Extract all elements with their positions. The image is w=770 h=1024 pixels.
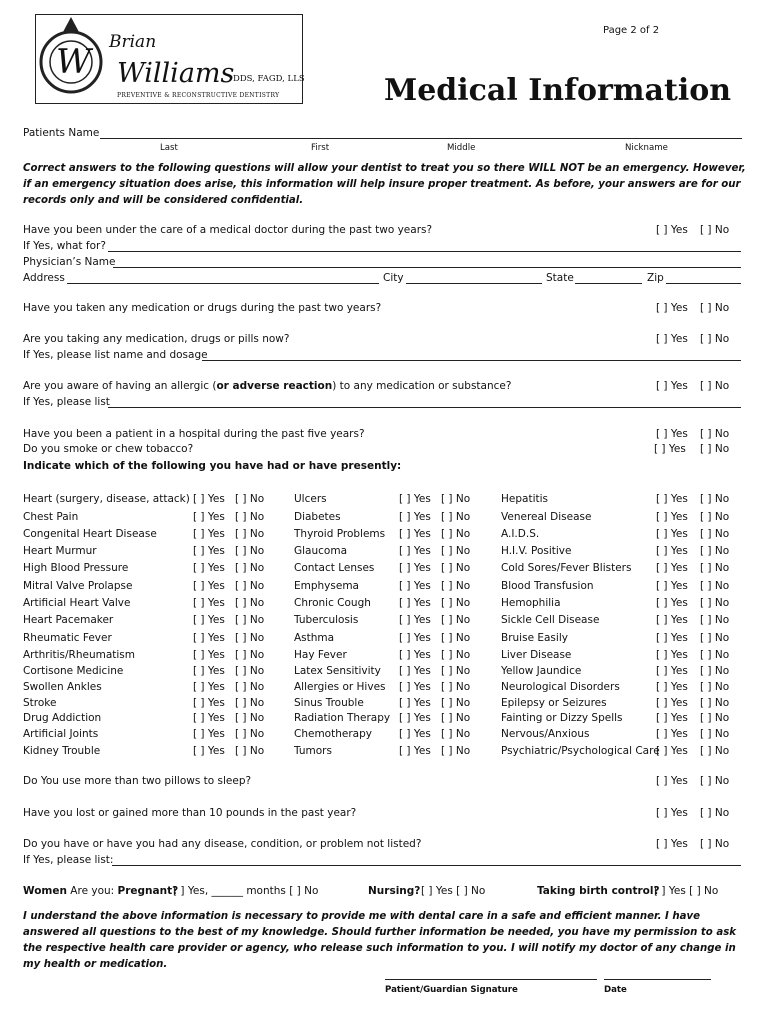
condition-label: Liver Disease bbox=[501, 649, 572, 661]
condition-label: Heart (surgery, disease, attack) bbox=[23, 493, 190, 505]
condition-no-checkbox[interactable]: [ ] No bbox=[700, 632, 730, 644]
q-hospital-no[interactable]: [ ] No bbox=[700, 428, 730, 440]
nursing-options[interactable]: [ ] Yes [ ] No bbox=[421, 885, 486, 897]
condition-yes-checkbox[interactable]: [ ] Yes bbox=[399, 580, 431, 592]
condition-yes-checkbox[interactable]: [ ] Yes bbox=[193, 614, 225, 626]
condition-label: Heart Murmur bbox=[23, 545, 97, 557]
condition-yes-checkbox[interactable]: [ ] Yes bbox=[193, 493, 225, 505]
condition-no-checkbox[interactable]: [ ] No bbox=[235, 493, 265, 505]
state-field[interactable] bbox=[575, 283, 642, 284]
condition-no-checkbox[interactable]: [ ] No bbox=[700, 545, 730, 557]
logo-name-first: Brian bbox=[109, 32, 157, 52]
condition-yes-checkbox[interactable]: [ ] Yes bbox=[656, 562, 688, 574]
condition-no-checkbox[interactable]: [ ] No bbox=[441, 632, 471, 644]
condition-no-checkbox[interactable]: [ ] No bbox=[441, 597, 471, 609]
condition-yes-checkbox[interactable]: [ ] Yes bbox=[656, 511, 688, 523]
address-field[interactable] bbox=[67, 283, 379, 284]
condition-yes-checkbox[interactable]: [ ] Yes bbox=[656, 712, 688, 724]
consent-paragraph: I understand the above information is necessary to provide me with dental care in a safe and efficient manner. I have answered all questions to the best of my knowledge. Should further information be needed, you have my permission to ask the respective health care provider or agency, who release such information to you. I will notify my doctor of any change in my health or medication. bbox=[23, 911, 737, 970]
condition-no-checkbox[interactable]: [ ] No bbox=[700, 597, 730, 609]
condition-yes-checkbox[interactable]: [ ] Yes bbox=[193, 545, 225, 557]
condition-yes-checkbox[interactable]: [ ] Yes bbox=[399, 728, 431, 740]
condition-no-checkbox[interactable]: [ ] No bbox=[441, 697, 471, 709]
condition-label: Rheumatic Fever bbox=[23, 632, 112, 644]
condition-label: A.I.D.S. bbox=[501, 528, 540, 540]
condition-yes-checkbox[interactable]: [ ] Yes bbox=[193, 681, 225, 693]
zip-field[interactable] bbox=[666, 283, 741, 284]
condition-label: Bruise Easily bbox=[501, 632, 568, 644]
condition-yes-checkbox[interactable]: [ ] Yes bbox=[656, 665, 688, 677]
condition-yes-checkbox[interactable]: [ ] Yes bbox=[399, 545, 431, 557]
name-sublabel-nickname: Nickname bbox=[625, 143, 668, 153]
page-number: Page 2 of 2 bbox=[603, 25, 660, 36]
intro-paragraph: Correct answers to the following questions will allow your dentist to treat you so there WILL NOT be an emergency. However, if an emergency situation does arise, this information will help insure proper treatment. As before, your answers are for our records only and will be considered confidential. bbox=[23, 163, 746, 206]
q-other-disease: Do you have or have you had any disease, condition, or problem not listed? bbox=[23, 838, 422, 850]
q-medical-care-yes[interactable]: [ ] Yes bbox=[656, 224, 688, 236]
condition-no-checkbox[interactable]: [ ] No bbox=[700, 712, 730, 724]
condition-label: Thyroid Problems bbox=[294, 528, 386, 540]
condition-no-checkbox[interactable]: [ ] No bbox=[441, 562, 471, 574]
condition-no-checkbox[interactable]: [ ] No bbox=[235, 545, 265, 557]
condition-no-checkbox[interactable]: [ ] No bbox=[441, 511, 471, 523]
condition-no-checkbox[interactable]: [ ] No bbox=[441, 528, 471, 540]
q-other-disease-no[interactable]: [ ] No bbox=[700, 838, 730, 850]
condition-label: Fainting or Dizzy Spells bbox=[501, 712, 623, 724]
name-sublabel-last: Last bbox=[160, 143, 178, 153]
condition-yes-checkbox[interactable]: [ ] Yes bbox=[399, 697, 431, 709]
q-medication-now-no[interactable]: [ ] No bbox=[700, 333, 730, 345]
condition-yes-checkbox[interactable]: [ ] Yes bbox=[656, 649, 688, 661]
q-medication-past-no[interactable]: [ ] No bbox=[700, 302, 730, 314]
women-areyou: Are you: bbox=[66, 885, 118, 897]
signature-field[interactable] bbox=[385, 979, 597, 980]
logo-tagline: PREVENTIVE & RECONSTRUCTIVE DENTISTRY bbox=[117, 92, 280, 99]
condition-yes-checkbox[interactable]: [ ] Yes bbox=[656, 745, 688, 757]
condition-yes-checkbox[interactable]: [ ] Yes bbox=[193, 580, 225, 592]
condition-yes-checkbox[interactable]: [ ] Yes bbox=[399, 511, 431, 523]
q-weight: Have you lost or gained more than 10 pounds in the past year? bbox=[23, 807, 357, 819]
logo-monogram: W bbox=[56, 42, 91, 82]
q-allergy-bold: or adverse reaction bbox=[216, 380, 333, 392]
condition-yes-checkbox[interactable]: [ ] Yes bbox=[656, 681, 688, 693]
condition-yes-checkbox[interactable]: [ ] Yes bbox=[399, 562, 431, 574]
condition-yes-checkbox[interactable]: [ ] Yes bbox=[399, 665, 431, 677]
pregnant-label: Pregnant? bbox=[117, 885, 179, 897]
pregnant-options[interactable]: [ ] Yes, ______ months [ ] No bbox=[173, 885, 319, 897]
condition-no-checkbox[interactable]: [ ] No bbox=[700, 665, 730, 677]
city-label: City bbox=[383, 272, 404, 284]
city-field[interactable] bbox=[406, 283, 542, 284]
condition-yes-checkbox[interactable]: [ ] Yes bbox=[656, 493, 688, 505]
condition-label: Stroke bbox=[23, 697, 57, 709]
condition-yes-checkbox[interactable]: [ ] Yes bbox=[656, 632, 688, 644]
condition-no-checkbox[interactable]: [ ] No bbox=[235, 665, 265, 677]
patient-name-label: Patients Name bbox=[23, 127, 100, 139]
condition-no-checkbox[interactable]: [ ] No bbox=[441, 665, 471, 677]
condition-yes-checkbox[interactable]: [ ] Yes bbox=[656, 580, 688, 592]
condition-yes-checkbox[interactable]: [ ] Yes bbox=[193, 511, 225, 523]
condition-label: Yellow Jaundice bbox=[501, 665, 582, 677]
condition-label: Tuberculosis bbox=[294, 614, 359, 626]
condition-label: High Blood Pressure bbox=[23, 562, 129, 574]
condition-label: Sickle Cell Disease bbox=[501, 614, 600, 626]
condition-label: Nervous/Anxious bbox=[501, 728, 590, 740]
condition-label: Chemotherapy bbox=[294, 728, 372, 740]
condition-yes-checkbox[interactable]: [ ] Yes bbox=[399, 632, 431, 644]
women-label: Women bbox=[23, 885, 67, 897]
condition-label: Contact Lenses bbox=[294, 562, 375, 574]
q-allergy-no[interactable]: [ ] No bbox=[700, 380, 730, 392]
condition-no-checkbox[interactable]: [ ] No bbox=[235, 562, 265, 574]
q-weight-yes[interactable]: [ ] Yes bbox=[656, 807, 688, 819]
condition-no-checkbox[interactable]: [ ] No bbox=[235, 511, 265, 523]
condition-label: Kidney Trouble bbox=[23, 745, 101, 757]
condition-no-checkbox[interactable]: [ ] No bbox=[235, 632, 265, 644]
condition-yes-checkbox[interactable]: [ ] Yes bbox=[399, 649, 431, 661]
condition-no-checkbox[interactable]: [ ] No bbox=[700, 562, 730, 574]
condition-no-checkbox[interactable]: [ ] No bbox=[441, 545, 471, 557]
condition-yes-checkbox[interactable]: [ ] Yes bbox=[193, 728, 225, 740]
address-label: Address bbox=[23, 272, 65, 284]
condition-label: Epilepsy or Seizures bbox=[501, 697, 607, 709]
q-medical-care-no[interactable]: [ ] No bbox=[700, 224, 730, 236]
condition-label: Psychiatric/Psychological Care bbox=[501, 745, 660, 757]
condition-no-checkbox[interactable]: [ ] No bbox=[700, 697, 730, 709]
allergy-list-field[interactable] bbox=[108, 407, 741, 408]
practice-logo bbox=[35, 14, 303, 104]
condition-no-checkbox[interactable]: [ ] No bbox=[700, 681, 730, 693]
condition-label: Ulcers bbox=[294, 493, 327, 505]
condition-no-checkbox[interactable]: [ ] No bbox=[700, 511, 730, 523]
condition-no-checkbox[interactable]: [ ] No bbox=[441, 728, 471, 740]
condition-no-checkbox[interactable]: [ ] No bbox=[441, 649, 471, 661]
condition-yes-checkbox[interactable]: [ ] Yes bbox=[656, 697, 688, 709]
condition-label: Emphysema bbox=[294, 580, 359, 592]
condition-yes-checkbox[interactable]: [ ] Yes bbox=[193, 745, 225, 757]
condition-no-checkbox[interactable]: [ ] No bbox=[235, 681, 265, 693]
condition-no-checkbox[interactable]: [ ] No bbox=[441, 745, 471, 757]
condition-no-checkbox[interactable]: [ ] No bbox=[235, 745, 265, 757]
condition-yes-checkbox[interactable]: [ ] Yes bbox=[399, 614, 431, 626]
q-pillows-no[interactable]: [ ] No bbox=[700, 775, 730, 787]
signature-label: Patient/Guardian Signature bbox=[385, 985, 518, 995]
q-medication-now-yes[interactable]: [ ] Yes bbox=[656, 333, 688, 345]
logo-name-last: Williams bbox=[117, 58, 235, 89]
condition-no-checkbox[interactable]: [ ] No bbox=[700, 614, 730, 626]
condition-no-checkbox[interactable]: [ ] No bbox=[235, 712, 265, 724]
condition-label: Neurological Disorders bbox=[501, 681, 620, 693]
logo-credentials: DDS, FAGD, LLS bbox=[233, 74, 305, 84]
birth-control-options[interactable]: [ ] Yes [ ] No bbox=[654, 885, 719, 897]
q-medical-care: Have you been under the care of a medical doctor during the past two years? bbox=[23, 224, 433, 236]
q-weight-no[interactable]: [ ] No bbox=[700, 807, 730, 819]
name-sublabel-middle: Middle bbox=[447, 143, 476, 153]
condition-label: Sinus Trouble bbox=[294, 697, 364, 709]
q-pillows: Do You use more than two pillows to sleep? bbox=[23, 775, 252, 787]
condition-yes-checkbox[interactable]: [ ] Yes bbox=[193, 665, 225, 677]
condition-label: Radiation Therapy bbox=[294, 712, 391, 724]
condition-label: Chest Pain bbox=[23, 511, 79, 523]
medication-list-field[interactable] bbox=[202, 360, 741, 361]
q-other-disease-ifyes: If Yes, please list: bbox=[23, 854, 114, 866]
zip-label: Zip bbox=[647, 272, 664, 284]
condition-yes-checkbox[interactable]: [ ] Yes bbox=[193, 528, 225, 540]
condition-no-checkbox[interactable]: [ ] No bbox=[235, 580, 265, 592]
state-label: State bbox=[546, 272, 574, 284]
q-medication-past: Have you taken any medication or drugs during the past two years? bbox=[23, 302, 382, 314]
condition-label: Latex Sensitivity bbox=[294, 665, 381, 677]
condition-yes-checkbox[interactable]: [ ] Yes bbox=[399, 493, 431, 505]
nursing-label: Nursing? bbox=[368, 885, 421, 897]
condition-no-checkbox[interactable]: [ ] No bbox=[441, 493, 471, 505]
condition-no-checkbox[interactable]: [ ] No bbox=[235, 528, 265, 540]
date-field[interactable] bbox=[604, 979, 711, 980]
other-disease-field[interactable] bbox=[112, 865, 741, 866]
condition-yes-checkbox[interactable]: [ ] Yes bbox=[656, 528, 688, 540]
condition-label: Artificial Joints bbox=[23, 728, 99, 740]
condition-label: Arthritis/Rheumatism bbox=[23, 649, 136, 661]
condition-yes-checkbox[interactable]: [ ] Yes bbox=[399, 597, 431, 609]
condition-yes-checkbox[interactable]: [ ] Yes bbox=[193, 649, 225, 661]
women-line bbox=[23, 885, 178, 897]
condition-label: Hay Fever bbox=[294, 649, 347, 661]
condition-label: Mitral Valve Prolapse bbox=[23, 580, 133, 592]
condition-label: Drug Addiction bbox=[23, 712, 102, 724]
patient-name-field[interactable] bbox=[100, 138, 742, 139]
condition-label: Hemophilia bbox=[501, 597, 561, 609]
condition-label: Tumors bbox=[294, 745, 332, 757]
condition-no-checkbox[interactable]: [ ] No bbox=[441, 614, 471, 626]
condition-label: Hepatitis bbox=[501, 493, 548, 505]
q-medication-past-yes[interactable]: [ ] Yes bbox=[656, 302, 688, 314]
condition-no-checkbox[interactable]: [ ] No bbox=[700, 528, 730, 540]
condition-no-checkbox[interactable]: [ ] No bbox=[235, 597, 265, 609]
q-hospital: Have you been a patient in a hospital during the past five years? bbox=[23, 428, 365, 440]
medical-care-reason-field[interactable] bbox=[108, 251, 741, 252]
condition-label: Cortisone Medicine bbox=[23, 665, 124, 677]
q-allergy-yes[interactable]: [ ] Yes bbox=[656, 380, 688, 392]
condition-no-checkbox[interactable]: [ ] No bbox=[441, 681, 471, 693]
condition-no-checkbox[interactable]: [ ] No bbox=[700, 493, 730, 505]
condition-yes-checkbox[interactable]: [ ] Yes bbox=[399, 745, 431, 757]
page-title: Medical Information bbox=[384, 73, 732, 108]
condition-label: Glaucoma bbox=[294, 545, 348, 557]
name-sublabel-first: First bbox=[311, 143, 330, 153]
condition-label: Heart Pacemaker bbox=[23, 614, 114, 626]
condition-label: Cold Sores/Fever Blisters bbox=[501, 562, 632, 574]
condition-label: H.I.V. Positive bbox=[501, 545, 572, 557]
condition-no-checkbox[interactable]: [ ] No bbox=[441, 580, 471, 592]
condition-no-checkbox[interactable]: [ ] No bbox=[700, 728, 730, 740]
q-tobacco-yes[interactable]: [ ] Yes bbox=[654, 443, 686, 455]
q-allergy-pre: Are you aware of having an allergic ( bbox=[23, 380, 217, 392]
condition-yes-checkbox[interactable]: [ ] Yes bbox=[656, 597, 688, 609]
date-label: Date bbox=[604, 985, 627, 995]
condition-label: Swollen Ankles bbox=[23, 681, 102, 693]
condition-yes-checkbox[interactable]: [ ] Yes bbox=[399, 528, 431, 540]
condition-yes-checkbox[interactable]: [ ] Yes bbox=[399, 712, 431, 724]
birth-control-label: Taking birth control? bbox=[537, 885, 660, 897]
condition-label: Diabetes bbox=[294, 511, 341, 523]
q-allergy-post: ) to any medication or substance? bbox=[332, 380, 512, 392]
condition-yes-checkbox[interactable]: [ ] Yes bbox=[656, 728, 688, 740]
condition-label: Asthma bbox=[294, 632, 335, 644]
condition-no-checkbox[interactable]: [ ] No bbox=[700, 580, 730, 592]
condition-no-checkbox[interactable]: [ ] No bbox=[441, 712, 471, 724]
condition-label: Venereal Disease bbox=[501, 511, 592, 523]
condition-label: Chronic Cough bbox=[294, 597, 371, 609]
q-tobacco: Do you smoke or chew tobacco? bbox=[23, 443, 194, 455]
q-medical-care-ifyes: If Yes, what for? bbox=[23, 240, 106, 252]
q-other-disease-yes[interactable]: [ ] Yes bbox=[656, 838, 688, 850]
condition-yes-checkbox[interactable]: [ ] Yes bbox=[193, 562, 225, 574]
q-medication-now: Are you taking any medication, drugs or pills now? bbox=[23, 333, 290, 345]
condition-label: Allergies or Hives bbox=[294, 681, 386, 693]
condition-yes-checkbox[interactable]: [ ] Yes bbox=[656, 614, 688, 626]
condition-no-checkbox[interactable]: [ ] No bbox=[235, 649, 265, 661]
q-hospital-yes[interactable]: [ ] Yes bbox=[656, 428, 688, 440]
condition-yes-checkbox[interactable]: [ ] Yes bbox=[193, 632, 225, 644]
condition-no-checkbox[interactable]: [ ] No bbox=[235, 697, 265, 709]
condition-label: Congenital Heart Disease bbox=[23, 528, 157, 540]
q-allergy-ifyes: If Yes, please list bbox=[23, 396, 110, 408]
condition-no-checkbox[interactable]: [ ] No bbox=[700, 649, 730, 661]
condition-label: Artificial Heart Valve bbox=[23, 597, 131, 609]
condition-yes-checkbox[interactable]: [ ] Yes bbox=[193, 697, 225, 709]
condition-yes-checkbox[interactable]: [ ] Yes bbox=[193, 597, 225, 609]
q-medication-now-ifyes: If Yes, please list name and dosage bbox=[23, 349, 208, 361]
condition-yes-checkbox[interactable]: [ ] Yes bbox=[399, 681, 431, 693]
condition-yes-checkbox[interactable]: [ ] Yes bbox=[193, 712, 225, 724]
q-tobacco-no[interactable]: [ ] No bbox=[700, 443, 730, 455]
q-allergy bbox=[23, 380, 511, 392]
q-pillows-yes[interactable]: [ ] Yes bbox=[656, 775, 688, 787]
condition-no-checkbox[interactable]: [ ] No bbox=[235, 614, 265, 626]
indicate-heading: Indicate which of the following you have had or have presently: bbox=[23, 460, 402, 472]
physician-name-label: Physician’s Name bbox=[23, 256, 116, 268]
condition-no-checkbox[interactable]: [ ] No bbox=[235, 728, 265, 740]
physician-name-field[interactable] bbox=[113, 267, 741, 268]
condition-label: Blood Transfusion bbox=[501, 580, 594, 592]
condition-no-checkbox[interactable]: [ ] No bbox=[700, 745, 730, 757]
condition-yes-checkbox[interactable]: [ ] Yes bbox=[656, 545, 688, 557]
